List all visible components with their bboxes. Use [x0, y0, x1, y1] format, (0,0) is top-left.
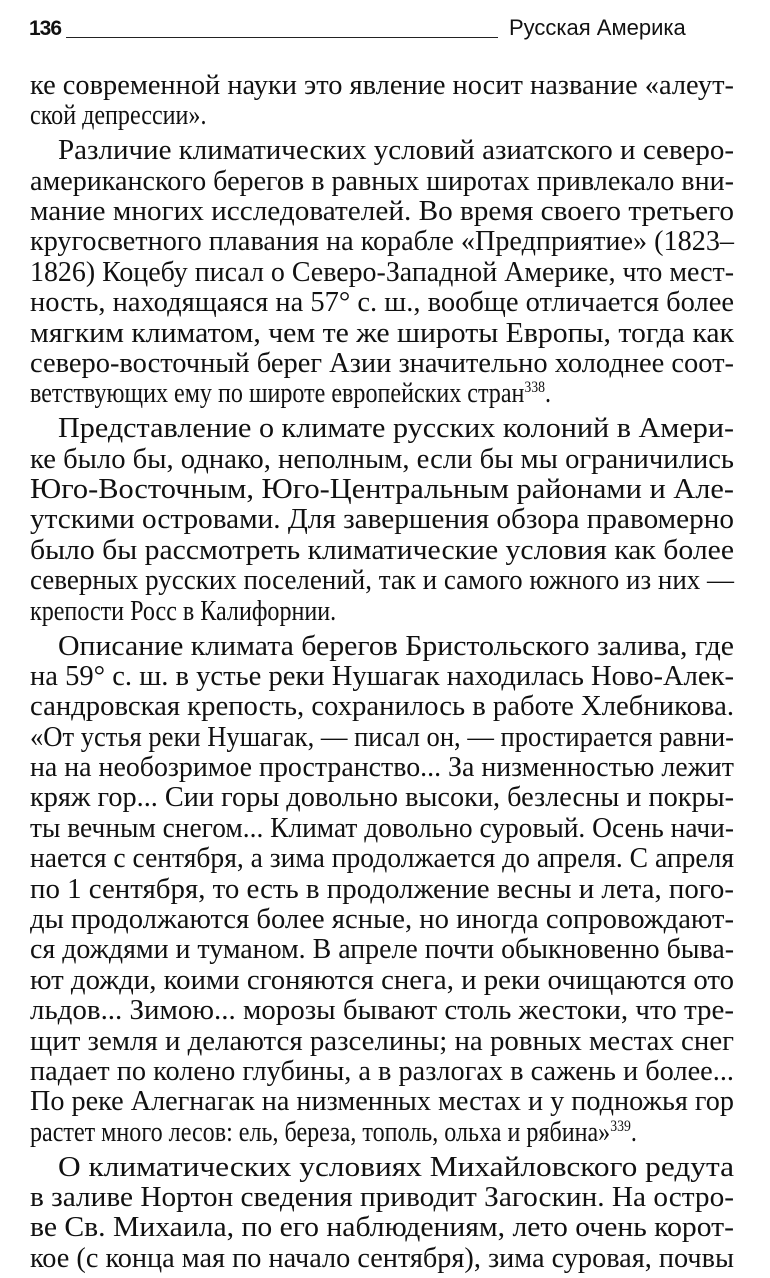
line-text-wrap [30, 995, 734, 1027]
line-text-wrap [58, 631, 734, 663]
text-line [30, 691, 734, 721]
line-text: Описание климата берегов Бристольского залива, где [58, 630, 735, 662]
paragraph [30, 631, 734, 1148]
line-text: утскими островами. Для завершения обзора правомерно [30, 504, 734, 536]
text-line [30, 1243, 734, 1273]
line-text: американского берегов в равных широтах привлекало вни- [30, 165, 734, 197]
line-text: по 1 сентября, то есть в продолжение весны и лета, пого- [30, 873, 734, 905]
line-text-wrap [30, 1182, 734, 1214]
line-text-wrap [30, 318, 734, 350]
line-text: ность, находящаяся на 57° с. ш., вообще отличается более [30, 287, 734, 319]
line-text-wrap [30, 565, 734, 597]
text-line [30, 1212, 734, 1242]
line-text-wrap [30, 1026, 734, 1058]
text-line [30, 965, 734, 995]
line-text: Различие климатических условий азиатского и северо- [58, 135, 735, 167]
line-text: ве Св. Михаила, по его наблюдениям, лето очень корот- [30, 1212, 734, 1244]
text-line [30, 1152, 734, 1182]
text-line [30, 1086, 734, 1116]
line-punctuation: . [630, 1116, 637, 1148]
line-text-wrap [30, 444, 734, 476]
text-line [30, 631, 734, 661]
footnote-marker: 339 [610, 1117, 631, 1135]
line-text-wrap [30, 166, 734, 198]
footnote-marker: 338 [524, 379, 546, 397]
text-line [30, 874, 734, 904]
line-text-wrap [30, 813, 734, 845]
text-line [30, 752, 734, 782]
line-text-wrap [30, 874, 734, 906]
header-rule [66, 37, 498, 38]
line-text-wrap [30, 504, 734, 536]
text-line [30, 813, 734, 843]
line-text: мягким климатом, чем те же широты Европы, тогда как [30, 317, 734, 349]
text-line [30, 474, 734, 504]
text-line [30, 257, 734, 287]
line-text-wrap [30, 782, 734, 814]
text-line [30, 535, 734, 565]
line-text: на на необозримое пространство... За низменностью лежит [30, 752, 734, 784]
line-text: в заливе Нортон сведения приводит Загоскин. На остро- [30, 1182, 734, 1214]
line-text-wrap [30, 70, 734, 102]
line-text: Юго-Восточным, Юго-Центральным районами и Але- [30, 474, 734, 506]
text-line [30, 565, 734, 595]
line-text: кое (с конца мая по начало сентября), зима суровая, почвы [30, 1242, 734, 1274]
paragraph [30, 70, 734, 131]
line-text: было бы рассмотреть климатические условия как более [30, 534, 734, 566]
line-text-wrap [30, 1212, 734, 1244]
line-text-wrap [30, 752, 734, 784]
text-line [30, 413, 734, 443]
text-line [30, 70, 734, 100]
line-text-wrap [30, 378, 551, 410]
line-text-wrap [30, 843, 734, 875]
line-text: ке было бы, однако, неполным, если бы мы ограничились [30, 443, 734, 475]
line-text: ся дождями и туманом. В апреле почти обыкновенно быва- [30, 934, 734, 966]
line-text: ды продолжаются более ясные, но иногда сопровождают- [30, 904, 734, 936]
line-text-wrap [30, 257, 734, 289]
line-text: ке современной науки это явление носит название «алеут- [30, 70, 734, 101]
line-text-wrap [58, 1152, 734, 1184]
line-text-wrap [30, 1086, 734, 1118]
text-line [30, 843, 734, 873]
line-text: ют дожди, коими сгоняются снега, и реки очищаются ото [30, 964, 734, 996]
line-text: По реке Алегнагак на низменных местах и у подножья гор [30, 1086, 734, 1118]
text-line [30, 135, 734, 165]
line-text: северо-восточный берег Азии значительно холоднее соот- [30, 348, 734, 380]
line-text-wrap [58, 413, 734, 445]
line-text: щит земля и делаются разселины; на ровных местах снег [30, 1025, 734, 1057]
line-text: на 59° с. ш. в устье реки Нушагак находилась Ново-Алек- [30, 660, 734, 692]
text-line [30, 287, 734, 317]
line-text-wrap [30, 535, 734, 567]
line-text: кряж гор... Сии горы довольно высоки, безлесны и покры- [30, 782, 735, 814]
line-text-wrap [30, 1117, 637, 1149]
line-text: ской депрессии». [30, 100, 207, 132]
line-text-wrap [58, 135, 734, 167]
line-text-wrap [30, 287, 734, 319]
line-text: ветствующих ему по широте европейских стран [30, 378, 525, 410]
paragraph [30, 413, 734, 626]
line-text: «От устья реки Нушагак, — писал он, — простирается равни- [30, 721, 734, 753]
line-text: Представление о климате русских колоний в Амери- [58, 413, 734, 445]
line-text-wrap [30, 226, 734, 258]
paragraph [30, 1152, 734, 1274]
text-line [30, 378, 734, 408]
page-number: 136 [29, 17, 62, 40]
text-line [30, 1026, 734, 1056]
line-text: нается с сентября, а зима продолжается до апреля. С апреля [30, 843, 734, 875]
line-text: кругосветного плавания на корабле «Предприятие» (1823– [30, 226, 734, 258]
text-line [30, 504, 734, 534]
text-line [30, 1056, 734, 1086]
page-body-text [30, 70, 734, 1278]
line-text: 1826) Коцебу писал о Северо-Западной Америке, что мест- [30, 256, 734, 288]
text-line [30, 100, 734, 130]
line-text: льдов... Зимою... морозы бывают столь жестоки, что тре- [30, 995, 734, 1027]
text-line [30, 661, 734, 691]
line-text: северных русских поселений, так и самого южного из них — [30, 565, 734, 597]
text-line [30, 226, 734, 256]
text-line [30, 782, 734, 812]
line-text-wrap [30, 965, 734, 997]
line-punctuation: . [545, 378, 552, 410]
running-title: Русская Америка [509, 15, 686, 40]
text-line [30, 1117, 734, 1147]
text-line [30, 596, 734, 626]
text-line [30, 722, 734, 752]
line-text: сандровская крепость, сохранилось в работе Хлебникова. [30, 691, 734, 723]
line-text-wrap [30, 904, 734, 936]
line-text-wrap [30, 348, 734, 380]
line-text-wrap [30, 100, 206, 132]
text-line [30, 166, 734, 196]
text-line [30, 904, 734, 934]
text-line [30, 995, 734, 1025]
line-text-wrap [30, 1056, 734, 1088]
text-line [30, 196, 734, 226]
line-text-wrap [30, 661, 734, 693]
paragraph [30, 135, 734, 409]
line-text: ты вечным снегом... Климат довольно суровый. Осень начи- [30, 812, 734, 844]
line-text-wrap [30, 934, 734, 966]
line-text-wrap [30, 722, 734, 754]
line-text-wrap [30, 691, 734, 723]
line-text-wrap [30, 474, 734, 506]
text-line [30, 444, 734, 474]
line-text-wrap [30, 196, 734, 228]
line-text: мание многих исследователей. Во время своего третьего [30, 196, 734, 228]
line-text-wrap [30, 1243, 734, 1275]
text-line [30, 348, 734, 378]
line-text: падает по колено глубины, а в разлогах в сажень и более... [30, 1056, 734, 1087]
line-text: растет много лесов: ель, береза, тополь, ольха и рябина» [30, 1116, 611, 1148]
line-text: О климатических условиях Михайловского редута [58, 1151, 734, 1183]
text-line [30, 1182, 734, 1212]
line-text: крепости Росс в Калифорнии. [30, 595, 337, 627]
text-line [30, 934, 734, 964]
line-text-wrap [30, 596, 336, 628]
text-line [30, 318, 734, 348]
